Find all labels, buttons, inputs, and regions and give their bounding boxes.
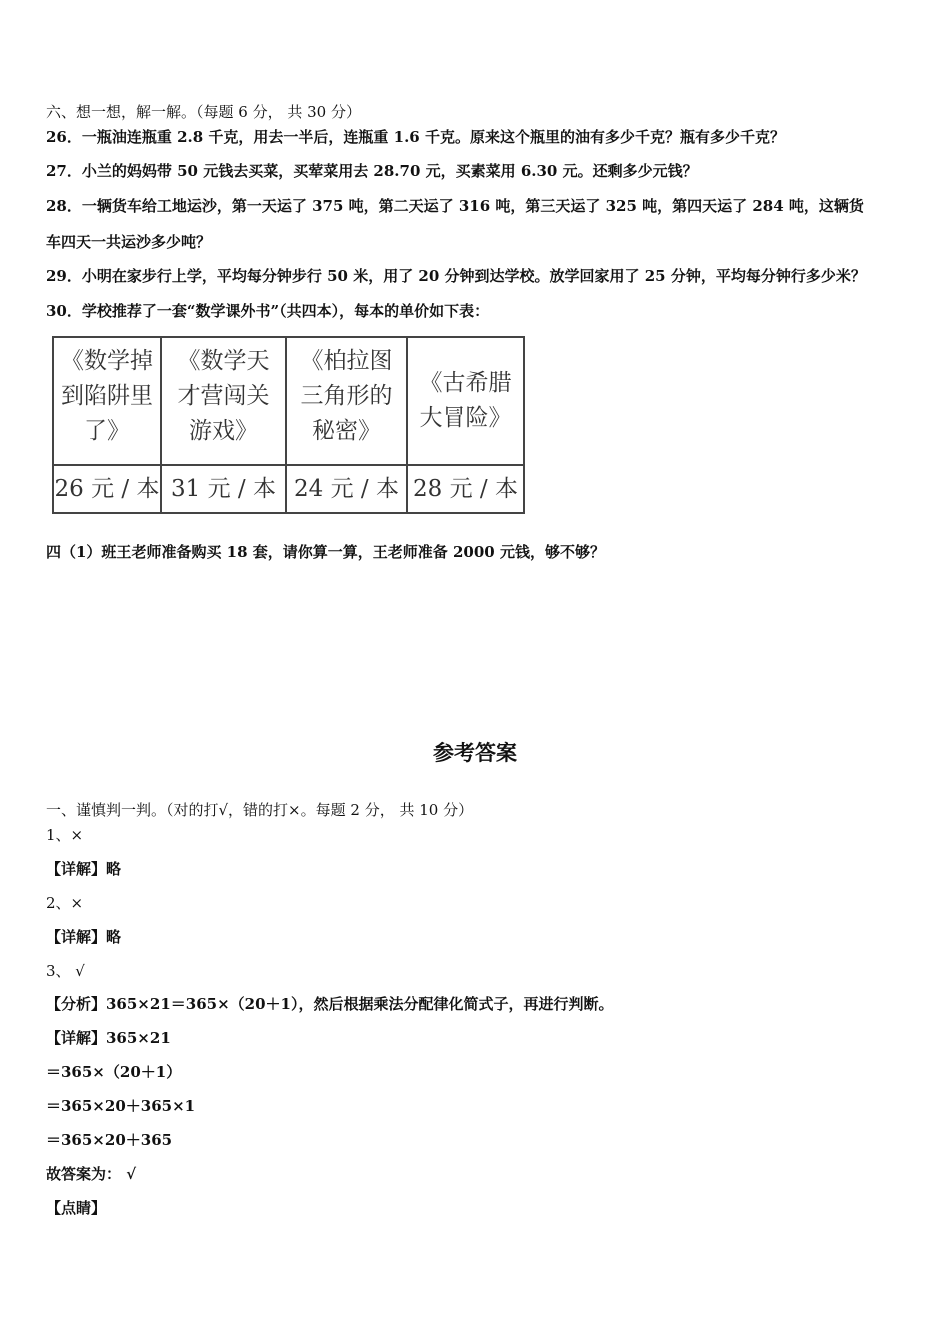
book-title-line: 《柏拉图 <box>300 348 393 374</box>
book-price-cell: 26 元 / 本 <box>53 465 161 513</box>
book-title-cell <box>53 337 161 465</box>
book-price-cell: 24 元 / 本 <box>286 465 407 513</box>
answer-2: 2、× <box>46 894 84 912</box>
answer-3-detail: 【详解】365×21 <box>46 1029 171 1047</box>
answers-title: 参考答案 <box>433 741 517 765</box>
answers-section1-heading: 一、谨慎判一判。（对的打√，错的打×。每题 2 分， 共 10 分） <box>46 801 474 819</box>
question-26: 26．一瓶油连瓶重 2.8 千克，用去一半后，连瓶重 1.6 千克。原来这个瓶里的油有多少千克？瓶有多少千克？ <box>46 128 785 146</box>
book-title-cell <box>286 337 407 465</box>
book-title-line: 秘密》 <box>312 418 381 444</box>
question-30: 30．学校推荐了一套“数学课外书”（共四本），每本的单价如下表： <box>46 302 490 320</box>
book-title-line: 《古希腊 <box>419 370 512 396</box>
answer-3-note: 【点睛】 <box>46 1199 107 1217</box>
answer-3-step1: ＝365×（20＋1） <box>46 1063 182 1081</box>
answer-3-analysis: 【分析】365×21＝365×（20＋1），然后根据乘法分配律化简式子，再进行判断。 <box>46 995 614 1013</box>
answer-3-step2: ＝365×20＋365×1 <box>46 1097 196 1115</box>
answer-3-step3: ＝365×20＋365 <box>46 1131 173 1149</box>
book-price-row <box>53 465 524 513</box>
book-title-line: 三角形的 <box>300 383 393 409</box>
question-27: 27．小兰的妈妈带 50 元钱去买菜，买荤菜用去 28.70 元，买素菜用 6.30 元。还剩多少元钱？ <box>46 162 698 180</box>
book-title-line: 了》 <box>84 418 130 444</box>
book-title-line: 游戏》 <box>189 418 258 444</box>
book-title-line: 大冒险》 <box>419 405 512 431</box>
question-29: 29．小明在家步行上学，平均每分钟步行 50 米，用了 20 分钟到达学校。放学回家用了 25 分钟，平均每分钟行多少米？ <box>46 267 866 285</box>
answer-3-conclusion: 故答案为： √ <box>46 1165 137 1183</box>
book-title-row <box>53 337 524 465</box>
answer-1: 1、× <box>46 826 84 844</box>
answer-1-detail: 【详解】略 <box>46 860 122 878</box>
book-price-cell: 31 元 / 本 <box>161 465 286 513</box>
answer-2-detail: 【详解】略 <box>46 928 122 946</box>
question-30-question: 四（1）班王老师准备购买 18 套，请你算一算，王老师准备 2000 元钱，够不够？ <box>46 543 605 561</box>
question-28-line1: 28．一辆货车给工地运沙，第一天运了 375 吨，第二天运了 316 吨，第三天运了 325 吨，第四天运了 284 吨，这辆货 <box>46 197 864 215</box>
book-title-cell <box>407 337 524 465</box>
section6-heading: 六、想一想，解一解。（每题 6 分， 共 30 分） <box>46 103 361 121</box>
question-28-line2: 车四天一共运沙多少吨？ <box>46 233 212 251</box>
book-price-table <box>52 336 525 514</box>
book-price-cell: 28 元 / 本 <box>407 465 524 513</box>
book-title-cell <box>161 337 286 465</box>
answer-3: 3、 √ <box>46 962 85 980</box>
book-title-line: 到陷阱里 <box>61 383 153 409</box>
book-title-line: 才营闯关 <box>177 383 270 409</box>
book-title-line: 《数学天 <box>177 348 270 374</box>
book-title-line: 《数学掉 <box>61 348 153 374</box>
